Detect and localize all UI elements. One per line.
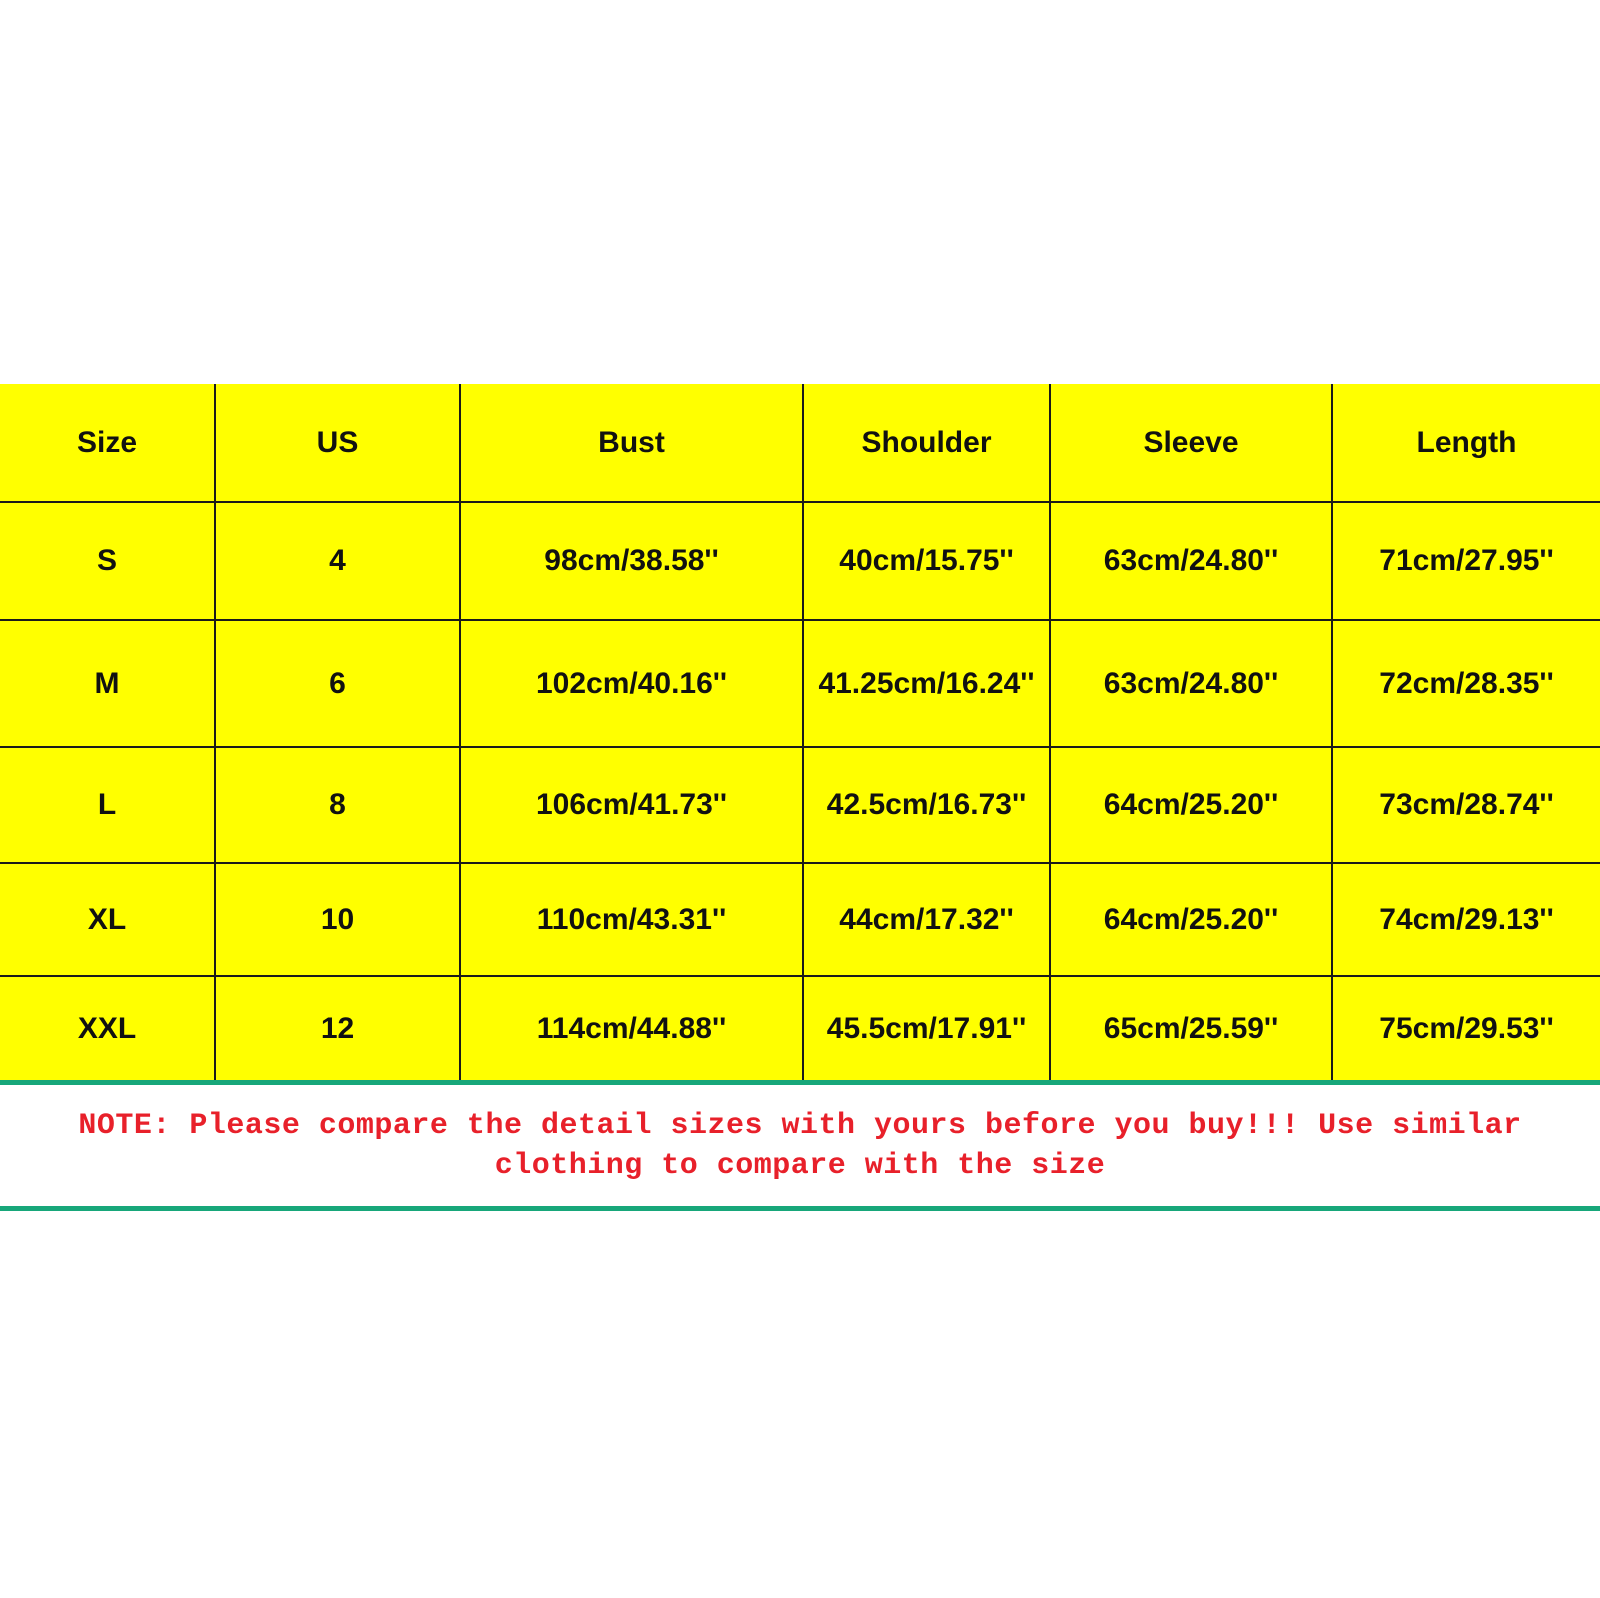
cell-sleeve: 64cm/25.20'' (1050, 863, 1332, 976)
cell-sleeve: 64cm/25.20'' (1050, 747, 1332, 863)
cell-length: 74cm/29.13'' (1332, 863, 1600, 976)
header-shoulder: Shoulder (803, 384, 1050, 502)
cell-us: 6 (215, 620, 460, 747)
cell-bust: 102cm/40.16'' (460, 620, 803, 747)
cell-size: L (0, 747, 215, 863)
header-us: US (215, 384, 460, 502)
cell-shoulder: 45.5cm/17.91'' (803, 976, 1050, 1080)
cell-us: 4 (215, 502, 460, 620)
cell-bust: 98cm/38.58'' (460, 502, 803, 620)
cell-us: 12 (215, 976, 460, 1080)
cell-size: M (0, 620, 215, 747)
cell-bust: 106cm/41.73'' (460, 747, 803, 863)
cell-length: 72cm/28.35'' (1332, 620, 1600, 747)
header-length: Length (1332, 384, 1600, 502)
table-row (0, 502, 1600, 620)
cell-bust: 114cm/44.88'' (460, 976, 803, 1080)
cell-shoulder: 40cm/15.75'' (803, 502, 1050, 620)
cell-length: 73cm/28.74'' (1332, 747, 1600, 863)
table-row (0, 620, 1600, 747)
cell-shoulder: 42.5cm/16.73'' (803, 747, 1050, 863)
cell-us: 10 (215, 863, 460, 976)
header-sleeve: Sleeve (1050, 384, 1332, 502)
cell-size: XL (0, 863, 215, 976)
cell-sleeve: 63cm/24.80'' (1050, 502, 1332, 620)
cell-size: XXL (0, 976, 215, 1080)
cell-shoulder: 41.25cm/16.24'' (803, 620, 1050, 747)
cell-us: 8 (215, 747, 460, 863)
header-size: Size (0, 384, 215, 502)
table-row (0, 863, 1600, 976)
cell-length: 71cm/27.95'' (1332, 502, 1600, 620)
cell-sleeve: 65cm/25.59'' (1050, 976, 1332, 1080)
cell-sleeve: 63cm/24.80'' (1050, 620, 1332, 747)
cell-size: S (0, 502, 215, 620)
cell-shoulder: 44cm/17.32'' (803, 863, 1050, 976)
table-header-row (0, 384, 1600, 502)
size-note-text: NOTE: Please compare the detail sizes with yours before you buy!!! Use similar clothing to compare with the size (78, 1108, 1522, 1183)
size-chart-table (0, 384, 1600, 1080)
header-bust: Bust (460, 384, 803, 502)
cell-bust: 110cm/43.31'' (460, 863, 803, 976)
table-row (0, 976, 1600, 1080)
cell-length: 75cm/29.53'' (1332, 976, 1600, 1080)
size-note-box (0, 1080, 1600, 1211)
table-row (0, 747, 1600, 863)
